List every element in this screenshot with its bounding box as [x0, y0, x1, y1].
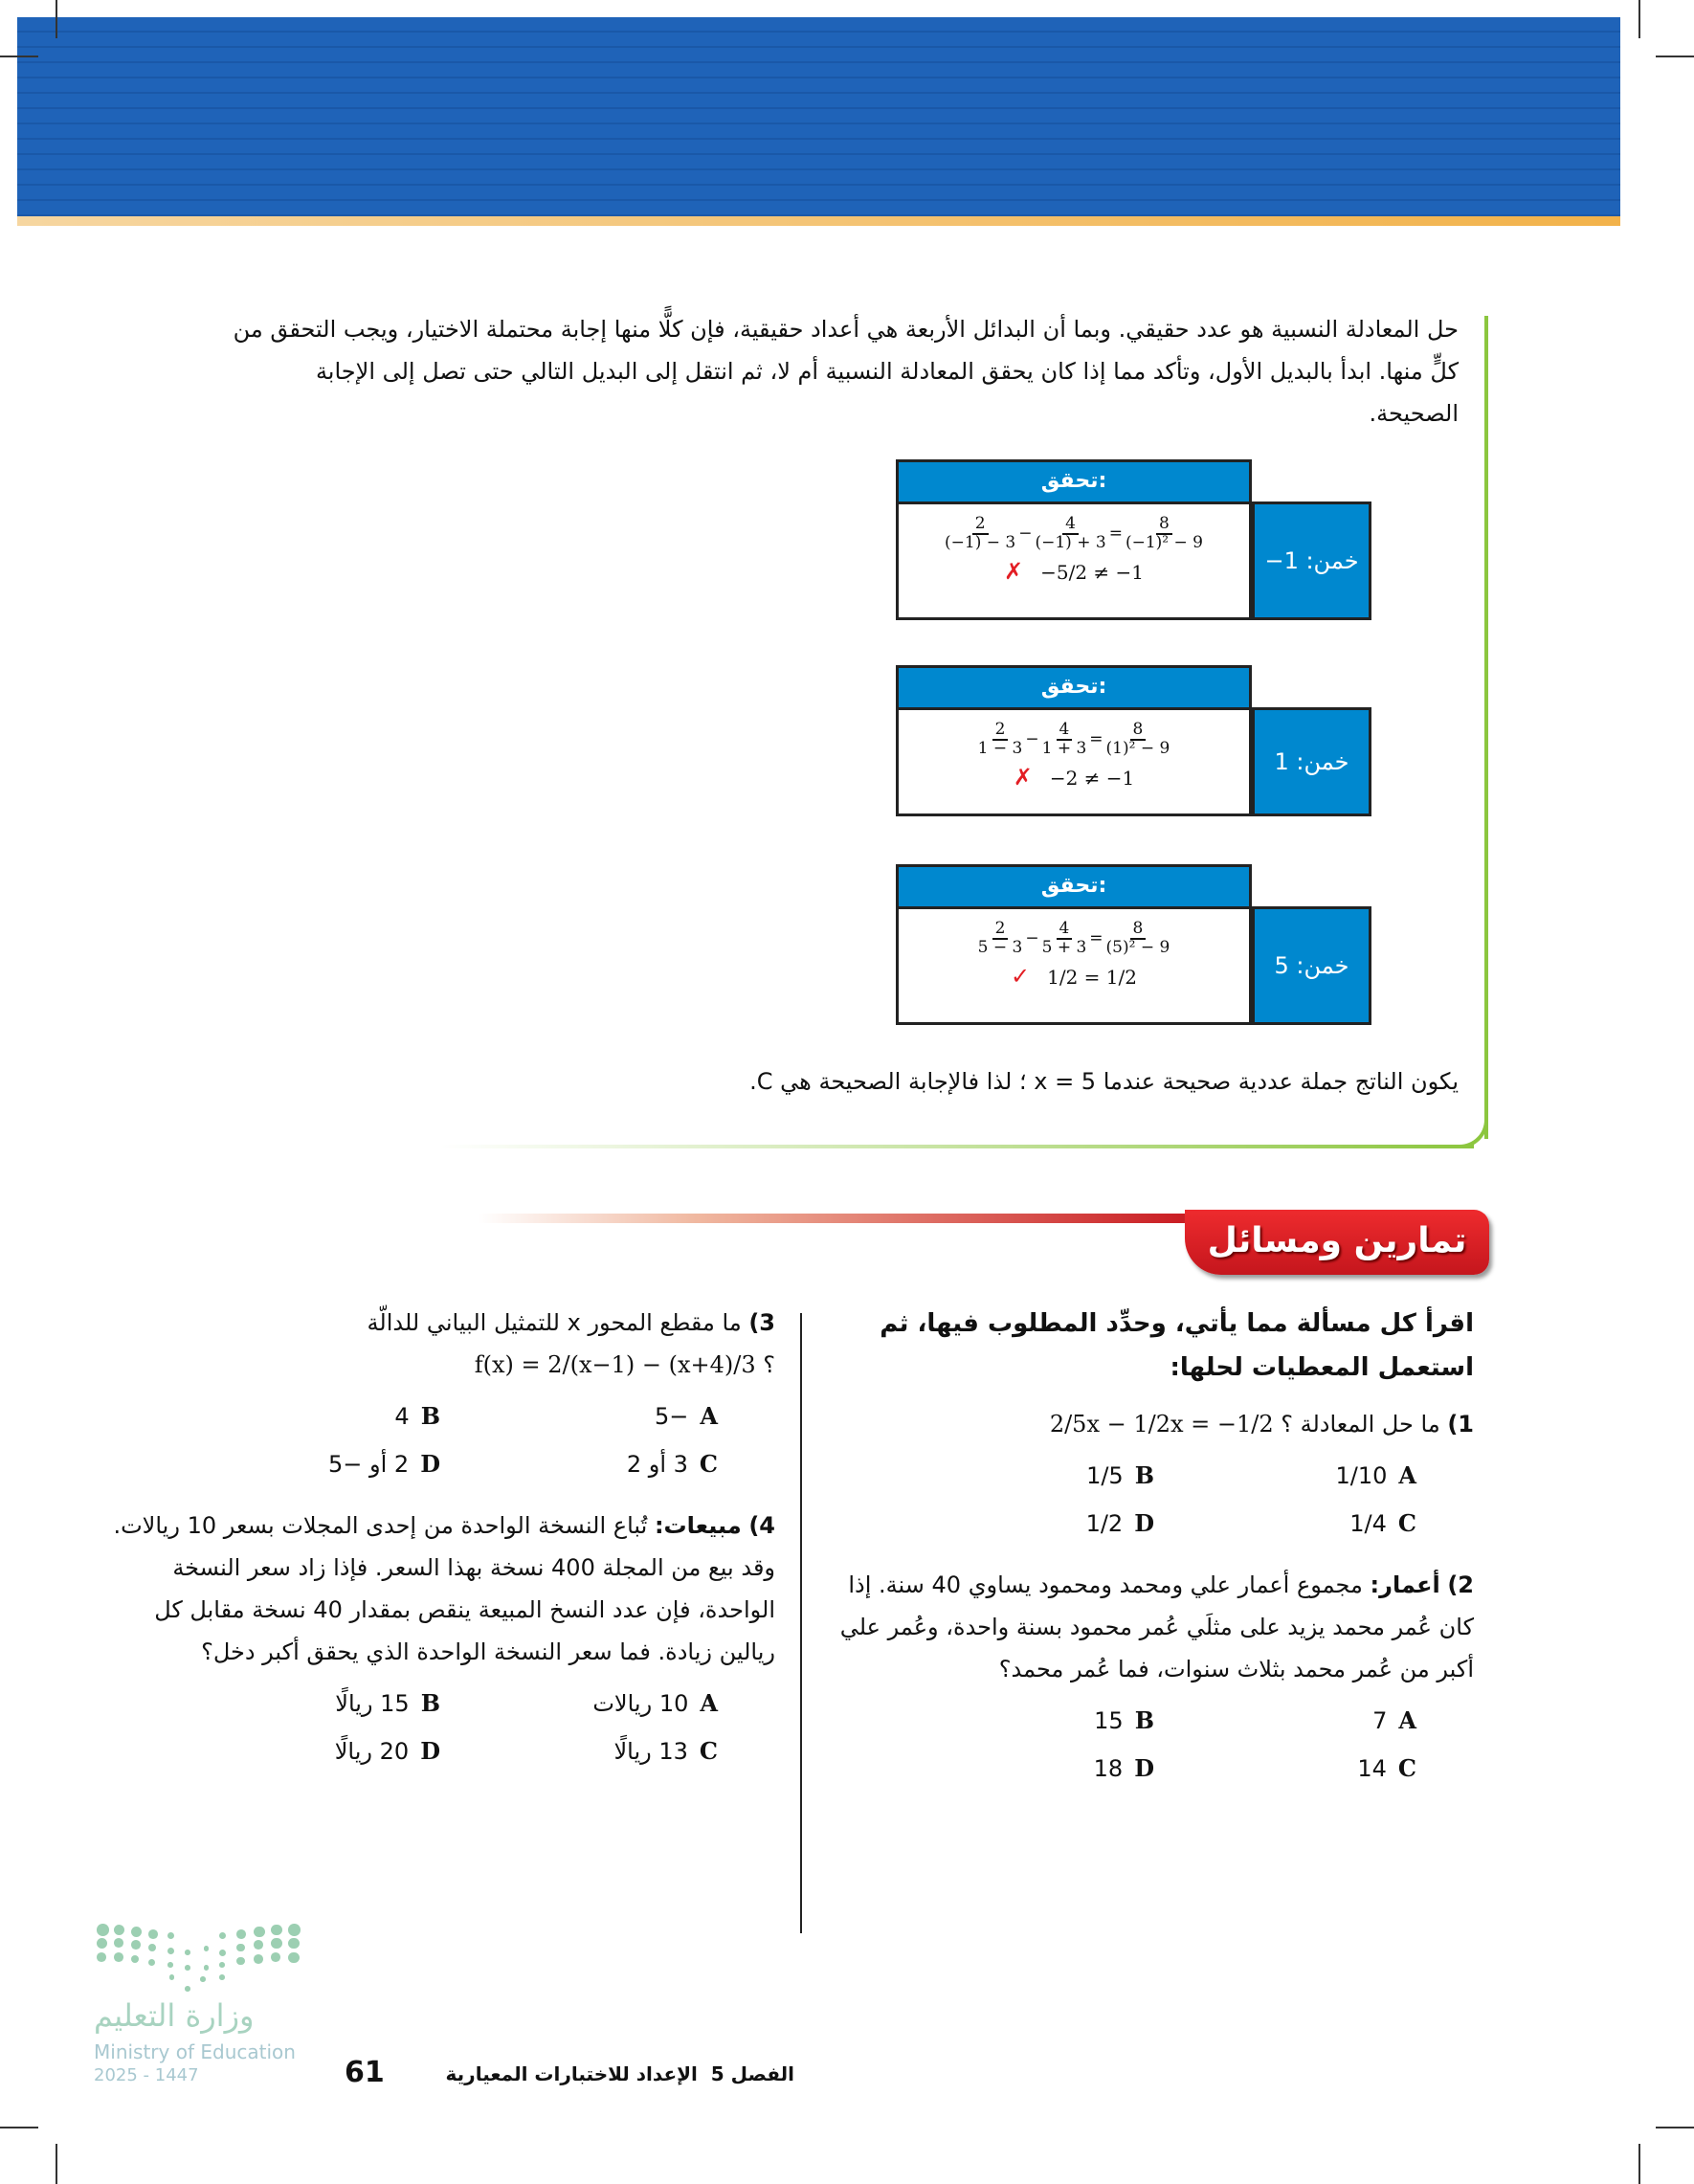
logo-dot	[97, 1938, 107, 1949]
logo-dot	[148, 1959, 155, 1966]
logo-dot	[148, 1944, 156, 1951]
option-1a[interactable]: A1/10	[1154, 1459, 1416, 1493]
logo-dot	[271, 1925, 281, 1935]
logo-dot	[219, 1932, 226, 1939]
logo-dot	[131, 1955, 139, 1963]
logo-dot	[271, 1952, 280, 1962]
option-value: 2 أو −5	[328, 1451, 410, 1478]
denominator: (5)² − 9	[1105, 937, 1170, 957]
option-4c[interactable]: C13 ريالًا	[440, 1734, 718, 1769]
question-number: 1)	[1447, 1411, 1474, 1437]
check-box-guess-neg1	[896, 459, 1371, 620]
crop-mark	[1656, 2127, 1694, 2128]
logo-dot	[97, 1924, 109, 1936]
question-1-options	[835, 1459, 1474, 1541]
cross-icon: ✗	[1003, 557, 1024, 585]
logo-dot	[236, 1929, 246, 1939]
denominator: 1 + 3	[1041, 738, 1087, 758]
numerator: 2	[972, 516, 989, 535]
example-border	[1484, 316, 1488, 1139]
crop-mark	[0, 2127, 38, 2128]
option-value: 15 ريالًا	[335, 1690, 410, 1717]
option-1d[interactable]: D1/2	[892, 1506, 1154, 1541]
check-box-guess-5	[896, 864, 1371, 1025]
logo-dot	[254, 1927, 264, 1937]
question-3-equation: f(x) = 2/(x−1) − (x+4)/3 ؟	[474, 1351, 775, 1378]
denominator: 1 − 3	[977, 738, 1023, 758]
right-column	[835, 1302, 1474, 1786]
option-3c[interactable]: C3 أو 2	[440, 1447, 718, 1482]
question-text: ما حل المعادلة	[1300, 1411, 1440, 1437]
conclusion: يكون الناتج جملة عددية صحيحة عندما x = 5 ؛ لذا فالإجابة الصحيحة هي C.	[749, 1068, 1459, 1095]
option-value: 7	[1372, 1707, 1388, 1734]
option-1c[interactable]: C1/4	[1154, 1506, 1416, 1541]
question-4	[105, 1504, 775, 1673]
logo-dot	[288, 1924, 301, 1936]
option-value: −5	[654, 1403, 689, 1430]
question-label: أعمار:	[1370, 1571, 1440, 1598]
logo-dot	[114, 1938, 123, 1948]
section-title: تمارين ومسائل	[1185, 1210, 1489, 1275]
numerator: 2	[992, 921, 1009, 940]
option-2d[interactable]: D18	[892, 1751, 1154, 1786]
crop-mark	[1638, 2144, 1640, 2184]
check-icon: ✓	[1011, 962, 1031, 990]
logo-dot	[131, 1927, 142, 1937]
guess-label: خمن: 1−	[1252, 501, 1371, 620]
logo-dot	[114, 1952, 123, 1962]
option-value: 1/10	[1335, 1462, 1388, 1489]
logo-dot	[204, 1946, 210, 1951]
question-2	[835, 1564, 1474, 1690]
question-text: مجموع أعمار علي ومحمد ومحمود يساوي 40 سنة. إذا كان عُمر محمد يزيد على مثلَي عُمر محمود بسنة واحدة، وعُمر علي أكبر من عُمر محمد بثلاث سنوات، فما عُمر محمد؟	[839, 1571, 1474, 1683]
example-border-bottom	[440, 1145, 1474, 1148]
left-column	[105, 1288, 775, 1769]
check-equation: $\frac{2}{5 - 3}$ − $\frac{4}{5 + 3}$ = $\frac{8}{\text{(5)² − 9}}$	[977, 919, 1170, 957]
denominator: (1)² − 9	[1105, 738, 1170, 758]
logo-dot	[167, 1948, 174, 1954]
option-3d[interactable]: D2 أو −5	[163, 1447, 440, 1482]
denominator: 5 − 3	[977, 937, 1023, 957]
ministry-logo-dots	[91, 1919, 301, 1995]
question-number: 2)	[1447, 1571, 1474, 1598]
numerator: 4	[1062, 516, 1079, 535]
option-value: 3 أو 2	[626, 1451, 688, 1478]
logo-dot	[236, 1957, 244, 1965]
instructions: اقرأ كل مسألة مما يأتي، وحدِّد المطلوب فيها، ثم استعمل المعطيات لحلها:	[880, 1309, 1474, 1382]
logo-dot	[236, 1944, 244, 1951]
logo-dot	[204, 1965, 210, 1971]
option-value: 18	[1093, 1755, 1124, 1782]
check-equation: $\frac{2}{1 - 3}$ − $\frac{4}{1 + 3}$ = $\frac{8}{\text{(1)² − 9}}$	[977, 720, 1170, 758]
crop-mark	[1638, 0, 1640, 38]
footer-chapter	[392, 2060, 794, 2088]
chapter-title: الإعداد للاختبارات المعيارية	[445, 2062, 698, 2085]
question-text: ما مقطع المحور x للتمثيل البياني للدالّة	[367, 1309, 742, 1336]
check-header: تحقق:	[896, 459, 1252, 501]
guess-label: خمن: 5	[1252, 906, 1371, 1025]
crop-mark	[56, 0, 57, 38]
option-value: 1/5	[1086, 1462, 1124, 1489]
option-3a[interactable]: A−5	[440, 1399, 718, 1434]
crop-mark	[1656, 56, 1694, 57]
logo-dot	[254, 1954, 263, 1964]
numerator: 4	[1057, 722, 1073, 741]
check-header: تحقق:	[896, 665, 1252, 707]
logo-dot	[288, 1952, 299, 1963]
numerator: 8	[1130, 921, 1147, 940]
section-rule	[479, 1214, 1206, 1223]
crop-mark	[0, 56, 38, 57]
question-label: مبيعات:	[654, 1512, 742, 1539]
logo-dot	[219, 1974, 225, 1980]
option-value: 1/4	[1349, 1510, 1387, 1537]
logo-dot	[148, 1929, 158, 1939]
logo-dot	[185, 1965, 190, 1971]
question-text: تُباع النسخة الواحدة من إحدى المجلات بسعر 10 ريالات. وقد بيع من المجلة 400 نسخة بهذا السعر. فإذا زاد سعر النسخة الواحدة، فإن عدد النسخ المبيعة ينقص بمقدار 40 نسخة مقابل كل ريالين زيادة. فما سعر النسخة الواحدة الذي يحقق أكبر دخل؟	[113, 1512, 775, 1665]
cross-icon: ✗	[1013, 763, 1033, 791]
option-value: 20 ريالًا	[334, 1738, 410, 1765]
logo-dot	[97, 1952, 106, 1962]
option-2c[interactable]: C14	[1154, 1751, 1416, 1786]
ministry-logo-english: Ministry of Education	[94, 2040, 296, 2063]
option-2b[interactable]: B15	[892, 1704, 1154, 1738]
option-value: 1/2	[1085, 1510, 1124, 1537]
question-4-options	[105, 1686, 775, 1769]
ministry-logo-arabic: وزارة التعليم	[94, 1997, 255, 2034]
logo-dot	[200, 1976, 206, 1982]
option-value: 14	[1357, 1755, 1387, 1782]
numerator: 8	[1130, 722, 1147, 741]
check-body	[896, 501, 1252, 620]
logo-dot	[219, 1962, 225, 1968]
logo-dot	[219, 1950, 226, 1956]
logo-dot	[169, 1974, 175, 1980]
check-body	[896, 707, 1252, 816]
numerator: 8	[1156, 516, 1172, 535]
check-result: 1/2 = 1/2	[1047, 965, 1137, 989]
logo-dot	[131, 1940, 141, 1950]
question-2-options	[835, 1704, 1474, 1786]
intro-paragraph: حل المعادلة النسبية هو عدد حقيقي. وبما أن البدائل الأربعة هي أعداد حقيقية، فإن كلًّا منها إجابة محتملة الاختيار، ويجب التحقق من كلٍّ منها. ابدأ بالبديل الأول، وتأكد مما إذا كان يحقق المعادلة النسبية أم لا، ثم انتقل إلى البديل التالي حتى تصل إلى الإجابة الصحيحة.	[233, 316, 1459, 427]
crop-mark	[56, 2144, 57, 2184]
denominator: (−1) + 3	[1035, 532, 1106, 552]
logo-dot	[288, 1938, 299, 1949]
option-2a[interactable]: A7	[1154, 1704, 1416, 1738]
logo-dot	[167, 1962, 173, 1968]
option-value: 4	[394, 1403, 410, 1430]
header-banner	[17, 17, 1620, 216]
logo-dot	[254, 1940, 263, 1950]
option-4a[interactable]: A10 ريالات	[440, 1686, 718, 1721]
check-equation: $\frac{2}{(-1) - 3}$ − $\frac{4}{(-1) + 3}$ = $\frac{8}{\text{(−1)² − 9}}$	[945, 514, 1203, 552]
question-1	[835, 1403, 1474, 1445]
column-divider	[800, 1313, 802, 1933]
logo-dot	[185, 1986, 190, 1992]
chapter-label: الفصل 5	[710, 2062, 794, 2085]
option-value: 10 ريالات	[592, 1690, 689, 1717]
check-body	[896, 906, 1252, 1025]
logo-dot	[185, 1950, 190, 1955]
denominator: 5 + 3	[1041, 937, 1087, 957]
example-border-corner	[1455, 1116, 1488, 1148]
option-4d[interactable]: D20 ريالًا	[163, 1734, 440, 1769]
header-stripe	[17, 216, 1620, 226]
page-number: 61	[345, 2056, 385, 2089]
option-value: 13 ريالًا	[613, 1738, 688, 1765]
option-3b[interactable]: B4	[163, 1399, 440, 1434]
question-3-options	[105, 1399, 775, 1482]
check-header: تحقق:	[896, 864, 1252, 906]
question-1-equation: 2/5x − 1/2x = −1/2 ؟	[1049, 1411, 1293, 1437]
option-1b[interactable]: B1/5	[892, 1459, 1154, 1493]
numerator: 2	[992, 722, 1009, 741]
logo-dot	[271, 1938, 281, 1949]
numerator: 4	[1057, 921, 1073, 940]
guess-label: خمن: 1	[1252, 707, 1371, 816]
option-value: 15	[1094, 1707, 1124, 1734]
option-4b[interactable]: B15 ريالًا	[163, 1686, 440, 1721]
ministry-logo-year: 2025 - 1447	[94, 2065, 199, 2085]
check-result: −2 ≠ −1	[1049, 766, 1135, 790]
denominator: (−1) − 3	[945, 532, 1016, 552]
denominator: (−1)² − 9	[1125, 532, 1203, 552]
check-box-guess-1	[896, 665, 1371, 818]
logo-dot	[114, 1925, 124, 1935]
logo-dot	[167, 1932, 174, 1939]
question-3	[105, 1302, 775, 1386]
question-number: 3)	[748, 1309, 775, 1336]
check-result: −5/2 ≠ −1	[1040, 560, 1144, 584]
question-number: 4)	[748, 1512, 775, 1539]
